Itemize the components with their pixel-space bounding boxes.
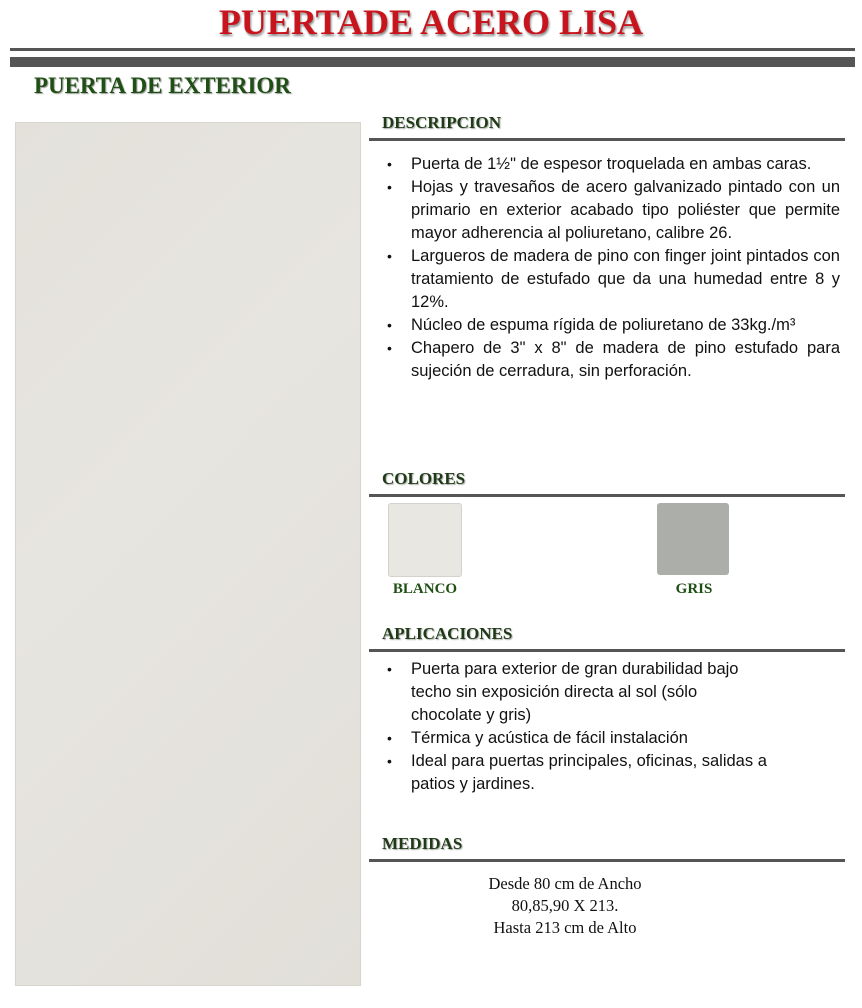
title-rule-thin [10,48,855,51]
medidas-text [460,873,670,939]
list-item: • Largueros de madera de pino con finger joint pintados con tratamiento de estufado que da una humedad entre 8 y 12%. [384,245,840,314]
medidas-line: 80,85,90 X 213. [511,896,619,915]
swatch-gris [657,503,729,575]
swatch-blanco [388,503,462,577]
list-item: • Hojas y travesaños de acero galvanizado pintado con un primario en exterior acabado tipo poliéster que permite mayor adherencia al poliuretano, calibre 26. [384,176,840,245]
title-rule-thick [10,57,855,67]
aplicaciones-list [384,658,769,796]
descripcion-heading: DESCRIPCION [382,113,502,132]
descripcion-rule [369,138,845,141]
aplicaciones-heading: APLICACIONES [382,624,513,643]
medidas-heading: MEDIDAS [382,834,463,853]
door-image [15,122,361,986]
page-subtitle: PUERTA DE EXTERIOR [34,73,291,98]
medidas-rule [369,859,845,862]
list-item: • Chapero de 3" x 8" de madera de pino estufado para sujeción de cerradura, sin perforación. [384,337,840,383]
swatch-label-gris: GRIS [675,581,713,597]
list-item: • Ideal para puertas principales, oficinas, salidas a patios y jardines. [384,750,769,796]
page-title: PUERTADE ACERO LISA [218,2,644,42]
medidas-line: Desde 80 cm de Ancho [488,874,642,893]
list-item: • Puerta para exterior de gran durabilidad bajo techo sin exposición directa al sol (sólo chocolate y gris) [384,658,769,727]
list-item: • Núcleo de espuma rígida de poliuretano de 33kg./m³ [384,314,840,337]
colores-heading: COLORES [382,469,466,488]
descripcion-list [384,153,840,383]
swatch-label-blanco: BLANCO [392,581,458,597]
medidas-line: Hasta 213 cm de Alto [493,918,637,937]
list-item: • Puerta de 1½" de espesor troquelada en ambas caras. [384,153,840,176]
aplicaciones-rule [369,649,845,652]
colores-rule [369,494,845,497]
list-item: • Térmica y acústica de fácil instalación [384,727,769,750]
